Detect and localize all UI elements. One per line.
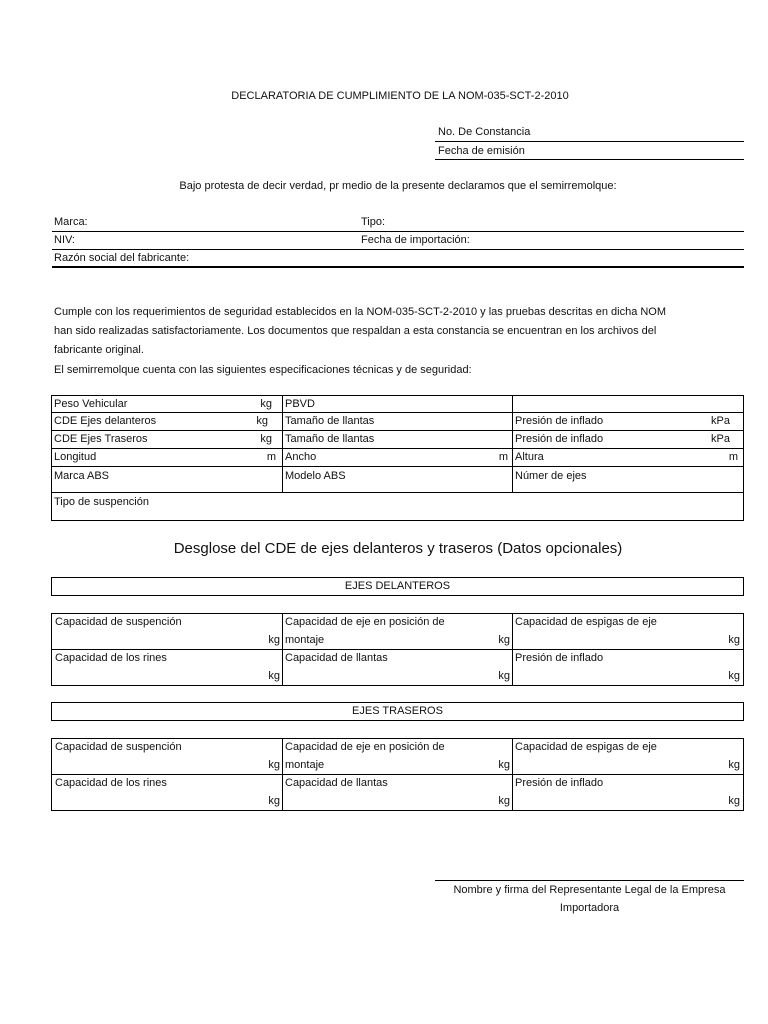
del-cap-eje-label-2: montaje (285, 634, 325, 646)
marca-abs-label: Marca ABS (54, 470, 110, 482)
peso-vehicular-label: Peso Vehicular (54, 398, 128, 410)
fecha-emision-label: Fecha de emisión (438, 145, 525, 157)
altura-label: Altura (515, 451, 544, 463)
tra-presion-label: Presión de inflado (515, 777, 604, 789)
tipo-suspension-label: Tipo de suspención (54, 496, 149, 508)
cde-traseros-label: CDE Ejes Traseros (54, 433, 148, 445)
tra-presion-unit: kg (728, 795, 740, 807)
ejes-traseros-title: EJES TRASEROS (352, 705, 443, 717)
no-constancia-label: No. De Constancia (438, 126, 531, 138)
presion-delanteros-unit: kPa (711, 415, 730, 427)
cde-traseros-unit: kg (260, 433, 272, 445)
tra-cap-espigas-label: Capacidad de espigas de eje (515, 741, 657, 753)
longitud-label: Longitud (54, 451, 97, 463)
body-specs-intro: El semirremolque cuenta con las siguientes especificaciones técnicas y de seguridad: (54, 364, 472, 376)
fecha-importacion-label: Fecha de importación: (361, 234, 470, 246)
intro-text: Bajo protesta de decir verdad, pr medio de la presente declaramos que el semirremolque: (179, 180, 617, 192)
ejes-delanteros-header (51, 577, 744, 596)
tra-cap-rines-unit: kg (268, 795, 280, 807)
del-cap-eje-unit: kg (498, 634, 510, 646)
no-constancia-line (435, 141, 744, 142)
del-cap-espigas-label: Capacidad de espigas de eje (515, 616, 657, 628)
delanteros-col-line (282, 613, 283, 686)
longitud-unit: m (266, 451, 276, 463)
presion-delanteros-label: Presión de inflado (515, 415, 604, 427)
traseros-col-line (282, 738, 283, 811)
cde-delanteros-unit: kg (256, 415, 268, 427)
tra-cap-suspension-unit: kg (268, 759, 280, 771)
delanteros-col-line (512, 613, 513, 686)
specs-col-line (282, 395, 283, 492)
info-line-3 (52, 266, 744, 268)
presion-traseros-unit: kPa (711, 433, 730, 445)
modelo-abs-label: Modelo ABS (285, 470, 346, 482)
specs-row-line (51, 412, 744, 413)
document-title: DECLARATORIA DE CUMPLIMIENTO DE LA NOM-035-SCT-2-2010 (231, 90, 569, 102)
del-presion-unit: kg (728, 670, 740, 682)
ejes-delanteros-title: EJES DELANTEROS (344, 580, 451, 592)
tra-cap-llantas-label: Capacidad de llantas (285, 777, 388, 789)
del-cap-eje-label-1: Capacidad de eje en posición de (285, 616, 445, 628)
info-line-2 (52, 249, 744, 250)
info-line-1 (52, 231, 744, 232)
tra-cap-eje-label-1: Capacidad de eje en posición de (285, 741, 445, 753)
del-cap-suspension-label: Capacidad de suspención (55, 616, 182, 628)
numero-ejes-label: Númer de ejes (515, 470, 587, 482)
del-cap-rines-unit: kg (268, 670, 280, 682)
del-cap-llantas-unit: kg (498, 670, 510, 682)
razon-social-label: Razón social del fabricante: (54, 252, 190, 264)
tra-cap-llantas-unit: kg (498, 795, 510, 807)
tra-cap-eje-label-2: montaje (285, 759, 325, 771)
specs-row-line (51, 466, 744, 467)
specs-row-line (51, 430, 744, 431)
signature-label-1: Nombre y firma del Representante Legal de la Empresa (453, 884, 726, 896)
tra-cap-espigas-unit: kg (728, 759, 740, 771)
tamano-llantas-delanteros-label: Tamaño de llantas (285, 415, 375, 427)
specs-row-line (51, 492, 744, 493)
ejes-traseros-header (51, 702, 744, 721)
tipo-label: Tipo: (361, 216, 386, 228)
body-line-3: fabricante original. (54, 344, 144, 356)
body-line-2: han sido realizadas satisfactoriamente. Los documentos que respaldan a esta constancia se encuentran en los archivos del (54, 325, 657, 337)
del-presion-label: Presión de inflado (515, 652, 604, 664)
tamano-llantas-traseros-label: Tamaño de llantas (285, 433, 375, 445)
marca-label: Marca: (54, 216, 88, 228)
specs-row-line (51, 448, 744, 449)
presion-traseros-label: Presión de inflado (515, 433, 604, 445)
pbvd-label: PBVD (285, 398, 315, 410)
ancho-label: Ancho (285, 451, 317, 463)
del-cap-llantas-label: Capacidad de llantas (285, 652, 388, 664)
tra-cap-eje-unit: kg (498, 759, 510, 771)
signature-label-2: Importadora (559, 902, 620, 914)
signature-line (435, 880, 744, 881)
del-cap-suspension-unit: kg (268, 634, 280, 646)
niv-label: NIV: (54, 234, 75, 246)
delanteros-row-line (51, 649, 744, 650)
ancho-unit: m (498, 451, 508, 463)
specs-table-border (51, 395, 744, 521)
body-line-1: Cumple con los requerimientos de seguridad establecidos en la NOM-035-SCT-2-2010 y las pruebas descritas en dicha NOM (54, 306, 667, 318)
del-cap-rines-label: Capacidad de los rines (55, 652, 167, 664)
cde-delanteros-label: CDE Ejes delanteros (54, 415, 157, 427)
del-cap-espigas-unit: kg (728, 634, 740, 646)
altura-unit: m (728, 451, 738, 463)
fecha-emision-line (435, 159, 744, 160)
desglose-title: Desglose del CDE de ejes delanteros y traseros (Datos opcionales) (173, 540, 623, 557)
peso-vehicular-unit: kg (260, 398, 272, 410)
traseros-row-line (51, 774, 744, 775)
traseros-col-line (512, 738, 513, 811)
specs-col-line (512, 395, 513, 492)
tra-cap-rines-label: Capacidad de los rines (55, 777, 167, 789)
tra-cap-suspension-label: Capacidad de suspención (55, 741, 182, 753)
